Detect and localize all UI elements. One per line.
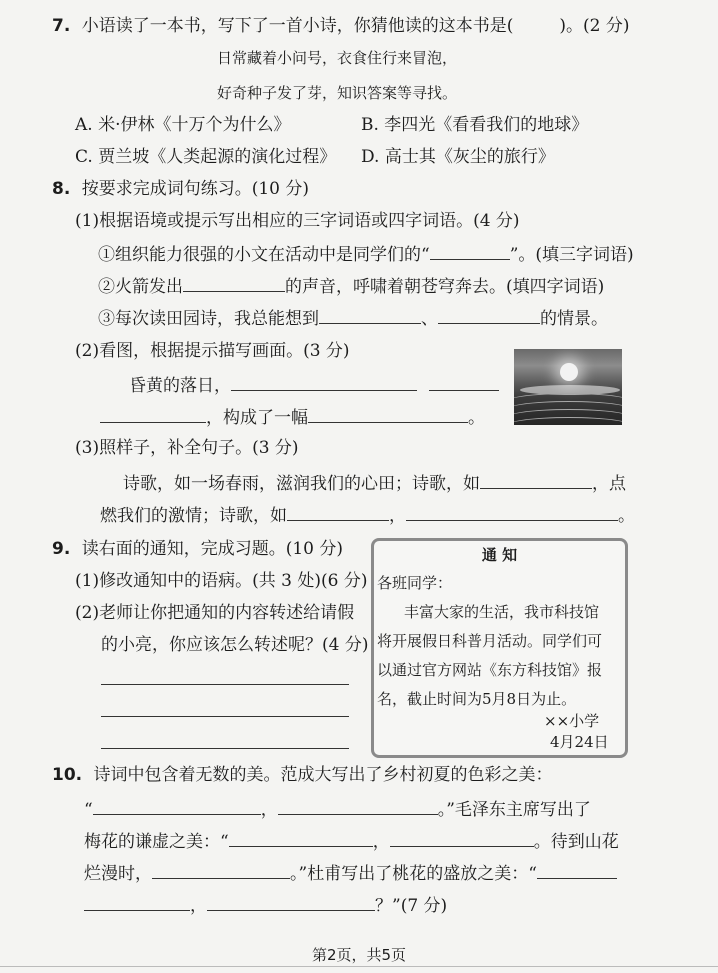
q7-number: 7. (52, 16, 71, 36)
q10-l5-end: ？”(7 分) (375, 896, 448, 916)
q8-p2-blank-1[interactable] (231, 373, 417, 391)
q9-stem: 读右面的通知，完成习题。(10 分) (81, 539, 344, 559)
q8-part1-title: (1)根据语境或提示写出相应的三字词语或四字词语。(4 分) (75, 211, 520, 231)
notice-body-1: 丰富大家的生活，我市科技馆 (404, 603, 600, 621)
q8-p3-l2-sep: ， (389, 506, 406, 526)
q7-poem-line-2: 好奇种子发了芽，知识答案等寻找。 (217, 84, 458, 102)
q8-part2-title: (2)看图，根据提示描写画面。(3 分) (75, 341, 350, 361)
q8-p3-l2-text: 燃我们的激情；诗歌，如 (100, 506, 287, 526)
q9-stem-line (52, 538, 343, 560)
q10-l1-text: 诗词中包含着无数的美。范成大写出了乡村初夏的色彩之美： (93, 765, 553, 785)
notice-body-3: 以通过官方网站《东方科技馆》报 (377, 661, 603, 679)
q8-p3-blank-1[interactable] (480, 471, 592, 489)
q8-p1-i2-hint: 的声音，呼啸着朝苍穹奔去。(填四字词语) (285, 277, 605, 297)
q7-option-d[interactable]: D. 高士其《灰尘的旅行》 (361, 147, 555, 167)
q10-blank-3[interactable] (229, 829, 373, 847)
q8-p1-i3-end: 的情景。 (540, 309, 608, 329)
q8-p2-l1-text: 昏黄的落日， (129, 376, 231, 396)
notice-body-4: 名，截止时间为5月8日为止。 (377, 690, 577, 708)
q7-stem-line (52, 15, 629, 37)
q8-p2-l2-text: ，构成了一幅 (206, 408, 308, 428)
q8-number: 8. (52, 179, 71, 199)
notice-date: 4月24日 (550, 733, 609, 751)
q10-blank-7[interactable] (84, 893, 190, 911)
q10-l3-sep: ， (372, 832, 390, 852)
q10-blank-1[interactable] (93, 797, 261, 815)
q8-part2-line1 (129, 373, 499, 397)
q8-p1-i1-text: ①组织能力很强的小文在活动中是同学们的“ (98, 245, 430, 265)
bottom-divider (0, 966, 718, 967)
q8-p2-blank-2[interactable] (429, 373, 499, 391)
q10-l4-mid: 。”杜甫写出了桃花的盛放之美：“ (290, 864, 537, 884)
q10-l3-text: 梅花的谦虚之美：“ (84, 832, 229, 852)
q9-answer-line-1[interactable] (101, 684, 349, 685)
notice-signer: ××小学 (544, 712, 600, 730)
q9-part2-line1: (2)老师让你把通知的内容转述给请假 (75, 603, 355, 623)
q10-blank-5[interactable] (152, 861, 290, 879)
q8-p3-blank-2[interactable] (287, 503, 389, 521)
q10-line5 (84, 893, 447, 917)
q10-line4 (84, 861, 617, 885)
q10-blank-8[interactable] (207, 893, 375, 911)
q7-poem-line-1: 日常藏着小问号，衣食住行来冒泡， (217, 49, 458, 67)
notice-title: 通 知 (481, 546, 518, 564)
q8-part2-line2 (100, 405, 485, 429)
q8-p1-i3-text: ③每次读田园诗，我总能想到 (98, 309, 319, 329)
q10-l3-end: 。待到山花 (533, 832, 619, 852)
q8-stem-line (52, 178, 309, 200)
q9-number: 9. (52, 539, 71, 559)
q10-number: 10. (52, 765, 83, 785)
q8-part3-line1 (123, 471, 626, 495)
q8-p1-i1-blank[interactable] (430, 242, 510, 260)
q8-p3-blank-3[interactable] (406, 503, 618, 521)
q8-p1-i1-hint: ”。(填三字词语) (509, 245, 634, 265)
q7-stem: 小语读了一本书，写下了一首小诗，你猜他读的这本书是( (81, 16, 514, 36)
q10-l2-quote: “ (84, 800, 93, 820)
q9-answer-line-2[interactable] (101, 716, 349, 717)
q7-option-a[interactable]: A. 米·伊林《十万个为什么》 (75, 115, 291, 135)
q8-p2-blank-4[interactable] (308, 405, 468, 423)
q10-line1 (52, 764, 553, 786)
q8-part1-item3 (98, 306, 608, 330)
q8-p1-i2-blank[interactable] (183, 274, 285, 292)
page-number: 第2页，共5页 (311, 946, 407, 964)
q10-l4-text: 烂漫时， (84, 864, 152, 884)
q9-part1: (1)修改通知中的语病。(共 3 处)(6 分) (75, 571, 368, 591)
q10-line2 (84, 797, 591, 821)
q8-stem: 按要求完成词句练习。(10 分) (81, 179, 310, 199)
q8-p1-i3-sep: 、 (421, 309, 438, 329)
q10-l5-sep: ， (190, 896, 207, 916)
q8-p1-i3-blank-1[interactable] (319, 306, 421, 324)
q8-p3-l2-end: 。 (618, 506, 635, 526)
q10-line3 (84, 829, 619, 853)
q8-p3-l1-end: ，点 (592, 474, 626, 494)
sun-icon (560, 363, 578, 381)
notice-body-2: 将开展假日科普月活动。同学们可 (377, 632, 603, 650)
q10-blank-6[interactable] (537, 861, 617, 879)
q8-part1-item1 (98, 242, 634, 266)
q8-p2-l2-end: 。 (468, 408, 485, 428)
q10-l2-text: 。”毛泽东主席写出了 (437, 800, 591, 820)
q8-p1-i2-text: ②火箭发出 (98, 277, 183, 297)
sunset-terrace-photo (514, 349, 622, 425)
q10-l2-sep: ， (260, 800, 278, 820)
q9-answer-line-3[interactable] (101, 748, 349, 749)
q9-part2-line2: 的小亮，你应该怎么转述呢？(4 分) (101, 635, 369, 655)
q8-part3-line2 (100, 503, 635, 527)
q7-stem-end: )。(2 分) (559, 16, 630, 36)
notice-greeting: 各班同学： (377, 574, 453, 592)
q8-part3-title: (3)照样子，补全句子。(3 分) (75, 438, 299, 458)
q7-option-b[interactable]: B. 李四光《看看我们的地球》 (361, 115, 589, 135)
q8-p1-i3-blank-2[interactable] (438, 306, 540, 324)
q8-p2-blank-3[interactable] (100, 405, 206, 423)
q7-option-c[interactable]: C. 贾兰坡《人类起源的演化过程》 (75, 147, 337, 167)
q8-part1-item2 (98, 274, 604, 298)
q10-blank-4[interactable] (390, 829, 534, 847)
q8-p3-l1-text: 诗歌，如一场春雨，滋润我们的心田；诗歌，如 (123, 474, 480, 494)
notice-box (371, 538, 628, 758)
q10-blank-2[interactable] (278, 797, 438, 815)
